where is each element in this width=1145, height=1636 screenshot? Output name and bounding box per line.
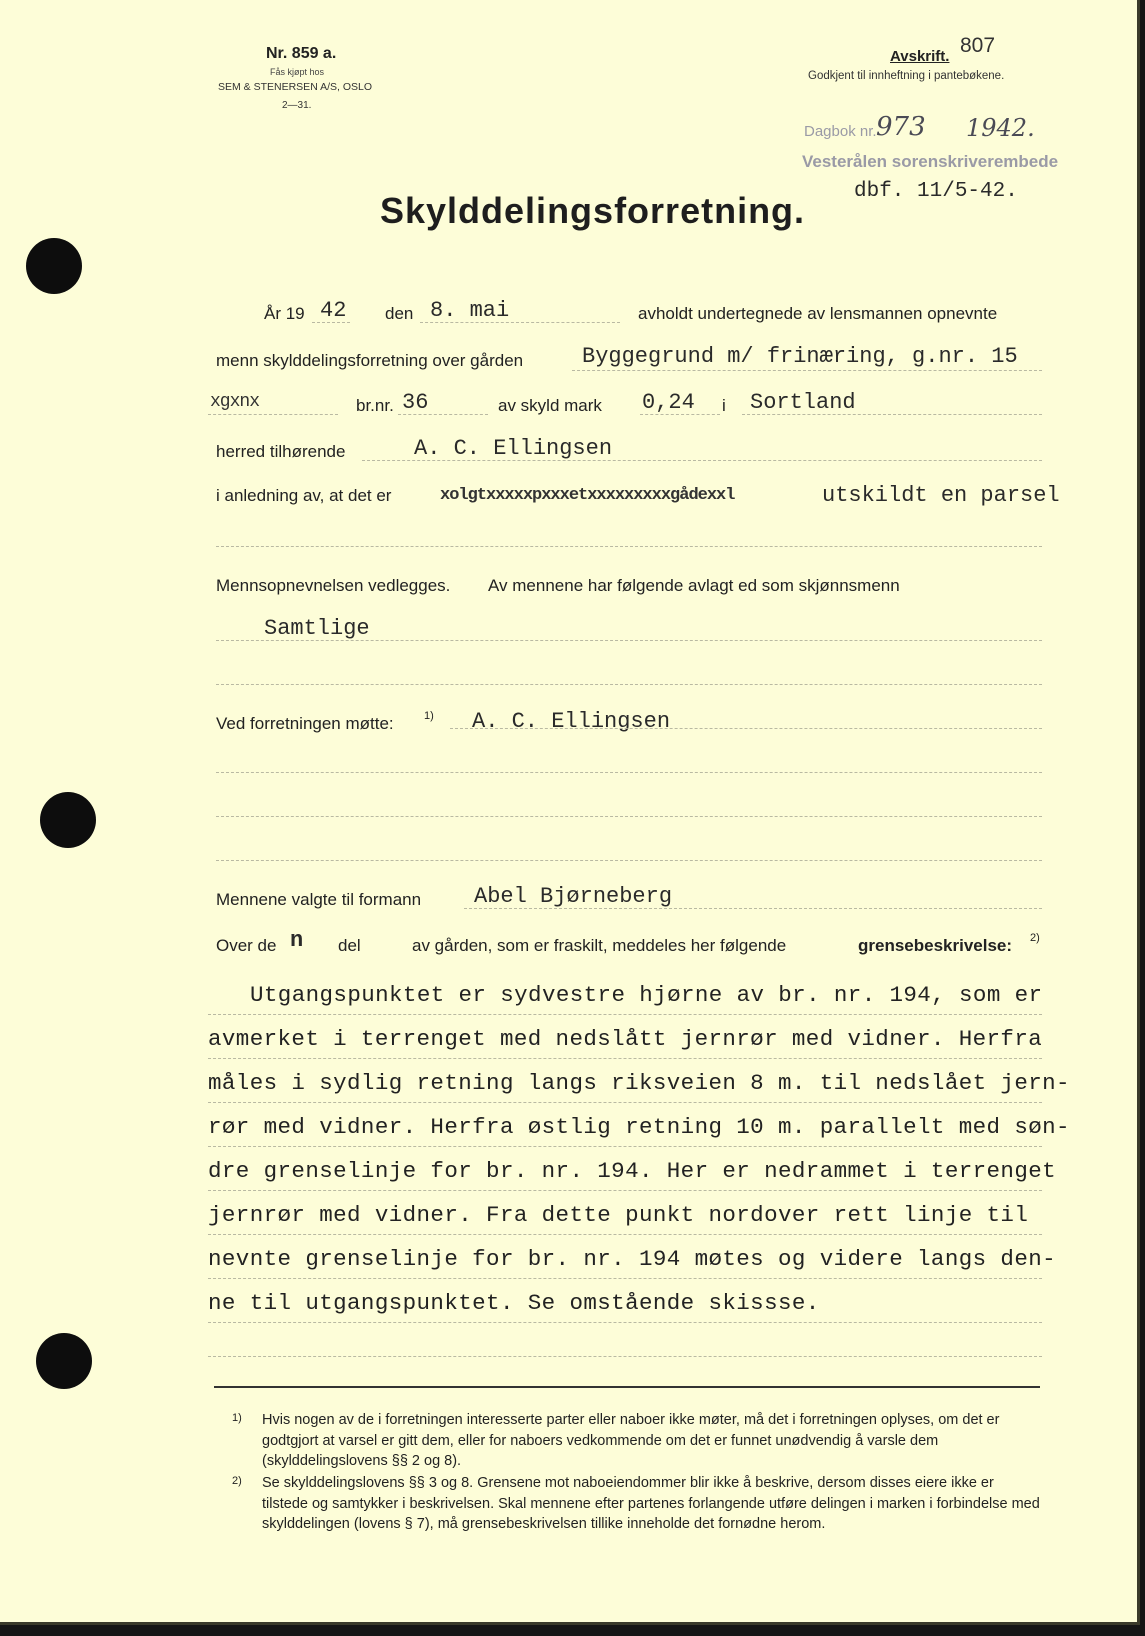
over-de-value: n	[290, 928, 304, 953]
description-rule	[208, 1058, 1042, 1059]
reason-continuation-line	[216, 546, 1042, 547]
motte-line	[450, 728, 1042, 729]
publisher-line-2: SEM & STENERSEN A/S, OSLO	[218, 81, 373, 93]
description-rule	[208, 1356, 1042, 1357]
motte-line-4	[216, 860, 1042, 861]
office-stamp: Vesterålen sorenskriverembede	[802, 152, 1059, 171]
description-line: nevnte grenselinje for br. nr. 194 møtes og videre langs den-	[208, 1246, 1057, 1272]
form-number: Nr. 859 a.	[266, 45, 337, 62]
description-line: dre grenselinje for br. nr. 194. Her er nedrammet i terrenget	[208, 1158, 1057, 1184]
grense-label: grensebeskrivelse:	[858, 936, 1013, 955]
punch-hole-middle	[40, 792, 96, 848]
brnr-label: br.nr.	[356, 396, 394, 415]
owner-line	[362, 460, 1042, 461]
publisher-line-1: Fås kjøpt hos	[270, 67, 325, 77]
struck-text: xolgtxxxxxpxxxetxxxxxxxxxgådexxl	[440, 486, 735, 505]
description-line: jernrør med vidner. Fra dette punkt nordover rett linje til	[208, 1202, 1029, 1228]
skjonnsmenn-value: Samtlige	[264, 616, 370, 641]
description-rule	[208, 1190, 1042, 1191]
held-text: avholdt undertegnede av lensmannen opnevnte	[638, 304, 998, 323]
farm-value: Byggegrund m/ frinæring, g.nr. 15	[582, 344, 1018, 369]
description-rule	[208, 1102, 1042, 1103]
skjonnsmenn-line-2	[216, 684, 1042, 685]
gnr-struck: xgxnx	[210, 392, 260, 412]
description-rule	[208, 1234, 1042, 1235]
formann-label: Mennene valgte til formann	[216, 890, 422, 909]
description-line: ne til utgangspunktet. Se omstående skissse.	[208, 1290, 820, 1316]
description-line: avmerket i terrenget med nedslått jernrør med vidner. Herfra	[208, 1026, 1043, 1052]
brnr-line	[398, 414, 488, 415]
municipality-value: Sortland	[750, 390, 856, 415]
gnr-line	[208, 414, 338, 415]
over-de-label: Over de	[216, 936, 277, 955]
year-label: År 19	[264, 304, 305, 323]
footnote-separator	[214, 1386, 1040, 1388]
motte-line-2	[216, 772, 1042, 773]
description-line: Utgangspunktet er sydvestre hjørne av br. nr. 194, som er	[250, 982, 1043, 1008]
dagbok-number: 973	[876, 112, 926, 142]
skjonnsmenn-text: Av mennene har følgende avlagt ed som skjønnsmenn	[488, 576, 900, 595]
footnote-1-text: Hvis nogen av de i forretningen interesserte parter eller naboer ikke møter, må det i forretningen oplyses, om det er godtgjort at varsel er gitt dem, eller for naboers vedkommende om det er funnet unødvendig å varsle dem (skylddelingslovens §§ 2 og 8).	[262, 1412, 1000, 1469]
motte-value: A. C. Ellingsen	[472, 709, 671, 734]
footnote-2-marker: 2)	[232, 1475, 242, 1487]
approval-text: Godkjent til innheftning i pantebøkene.	[808, 70, 1005, 82]
farm-line	[572, 370, 1042, 371]
motte-line-3	[216, 816, 1042, 817]
del-label: del	[338, 936, 361, 955]
skyld-value: 0,24	[642, 390, 695, 415]
municipality-line	[742, 414, 1042, 415]
garden-text: av gården, som er fraskilt, meddeles her følgende	[412, 936, 787, 955]
brnr-value: 36	[402, 390, 429, 415]
publisher-line-3: 2—31.	[282, 100, 312, 111]
punch-hole-top	[26, 238, 82, 294]
dagbok-label: Dagbok nr.	[804, 123, 877, 140]
mennsopnevnelsen-text: Mennsopnevnelsen vedlegges.	[216, 576, 451, 595]
i-label: i	[722, 396, 726, 415]
anledning-label: i anledning av, at det er	[216, 486, 392, 505]
description-rule	[208, 1014, 1042, 1015]
herred-label: herred tilhørende	[216, 442, 346, 461]
skjonnsmenn-line-1	[216, 640, 1042, 641]
reason-value: utskildt en parsel	[822, 483, 1060, 508]
formann-line	[464, 908, 1042, 909]
page-number: 807	[960, 34, 996, 57]
footnote-1-marker: 1)	[232, 1412, 242, 1424]
menn-text: menn skylddelingsforretning over gården	[216, 351, 524, 370]
motte-label: Ved forretningen møtte:	[216, 714, 394, 733]
formann-value: Abel Bjørneberg	[474, 884, 673, 909]
owner-value: A. C. Ellingsen	[414, 436, 613, 461]
skyld-label: av skyld mark	[498, 396, 602, 415]
footnote-2-text: Se skylddelingslovens §§ 3 og 8. Grensene mot naboeiendommer blir ikke å beskrive, dersom disses eiere ikke er tilstede og samtykker i beskrivelsen. Skal mennene efter partenes forlangende utføre delingen i marken i forbindelse med skylddelingen (lovens § 7), må grensebeskrivelsen tillike inneholde det fornødne herom.	[262, 1475, 1040, 1532]
year-value: 42	[320, 298, 347, 323]
description-rule	[208, 1278, 1042, 1279]
description-line: måles i sydlig retning langs riksveien 8 m. til nedslået jern-	[208, 1070, 1070, 1096]
dagbok-year: 1942.	[966, 114, 1035, 142]
grense-footnote-ref: 2)	[1030, 932, 1040, 944]
punch-hole-bottom	[36, 1333, 92, 1389]
year-line	[312, 322, 350, 323]
skyld-line	[640, 414, 720, 415]
description-rule	[208, 1322, 1042, 1323]
dbf-reference: dbf. 11/5-42.	[854, 180, 1018, 203]
description-line: rør med vidner. Herfra østlig retning 10 m. parallelt med søn-	[208, 1114, 1070, 1140]
date-line	[420, 322, 620, 323]
motte-footnote-ref: 1)	[424, 710, 434, 722]
date-value: 8. mai	[430, 298, 510, 323]
den-label: den	[385, 304, 414, 323]
avskrift-label: Avskrift.	[890, 48, 950, 65]
document-title: Skylddelingsforretning.	[380, 190, 806, 231]
description-rule	[208, 1146, 1042, 1147]
